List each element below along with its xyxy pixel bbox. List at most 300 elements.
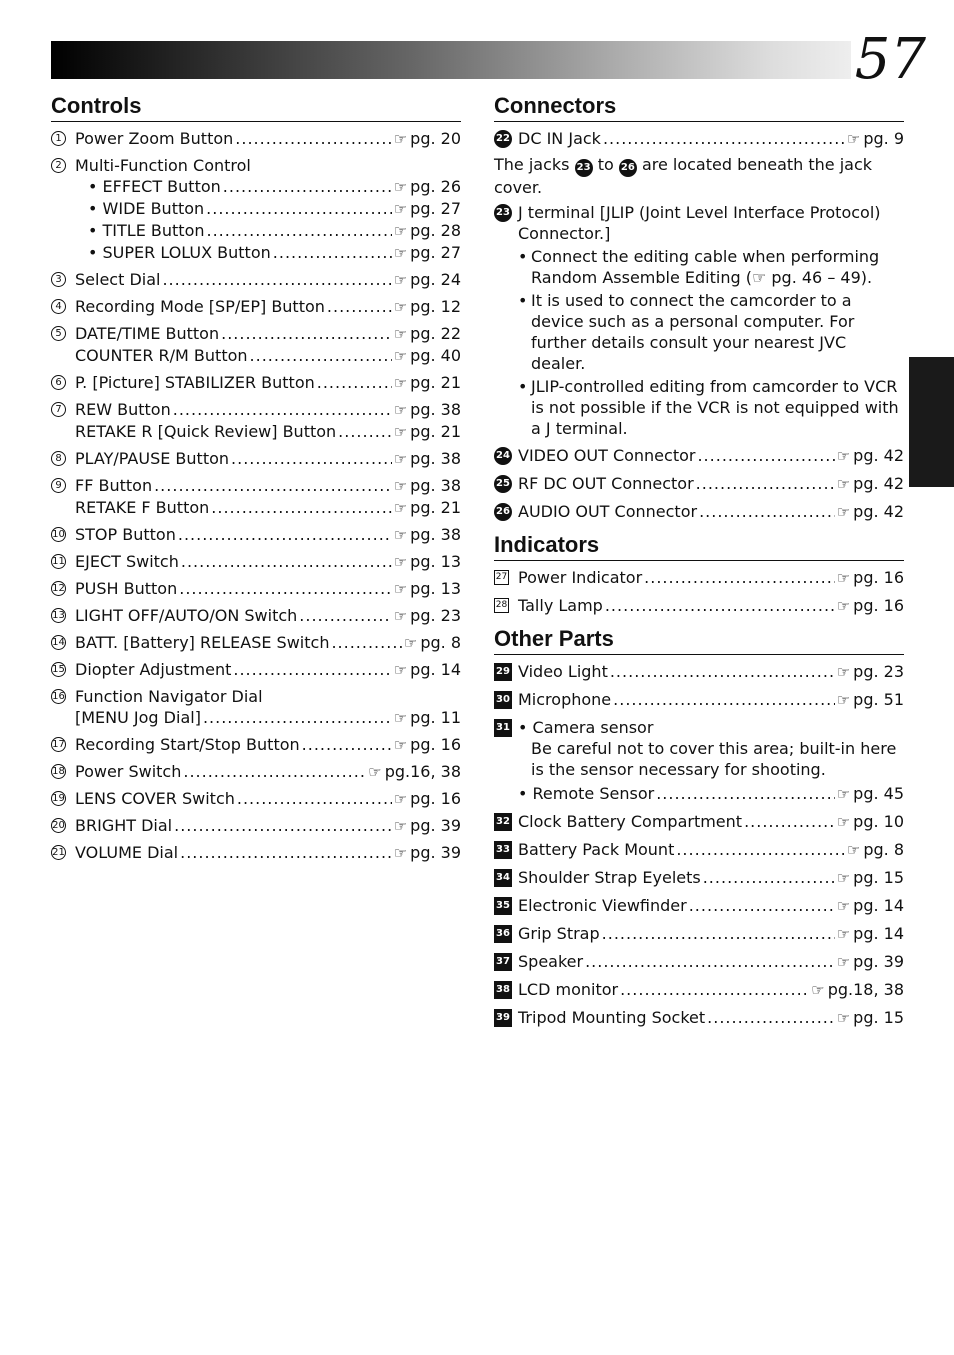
entry-body — [75, 605, 461, 627]
dot-leader — [656, 783, 835, 804]
entry-label: Tally Lamp — [518, 596, 603, 615]
entry-body — [518, 1007, 904, 1029]
page-ref-text: pg. 21 — [410, 498, 461, 517]
entry-line — [518, 473, 904, 495]
entry-body — [75, 296, 461, 318]
dot-leader — [697, 445, 834, 466]
list-item — [494, 717, 904, 805]
pointing-hand-icon: ☞ — [393, 325, 408, 343]
bullet-text: Connect the editing cable when performing Random Assemble Editing (☞ pg. 46 – 49). — [531, 247, 880, 287]
entry-label: Multi-Function Control — [75, 156, 251, 175]
list-item — [51, 605, 461, 627]
page-ref-text: pg. 15 — [853, 868, 904, 887]
entry-label: VIDEO OUT Connector — [518, 446, 696, 465]
entry-label: Select Dial — [75, 270, 161, 289]
page-ref-text: pg. 14 — [410, 660, 461, 679]
entry-line — [75, 323, 461, 345]
dot-leader — [180, 842, 392, 863]
dot-leader — [179, 578, 391, 599]
item-marker — [51, 761, 75, 782]
entry-body — [75, 632, 461, 654]
item-marker — [51, 269, 75, 290]
list-item — [494, 811, 904, 833]
entry-label: • Remote Sensor — [518, 784, 655, 803]
list-item — [51, 815, 461, 837]
entry-label: STOP Button — [75, 525, 176, 544]
entry-label: Recording Mode [SP/EP] Button — [75, 297, 325, 316]
item-marker — [51, 448, 75, 469]
indicators-title: Indicators — [494, 531, 904, 561]
other-parts-list-bottom — [494, 811, 904, 1029]
list-item — [494, 202, 904, 244]
marker-4: 4 — [51, 299, 66, 314]
marker-34: 34 — [494, 869, 512, 887]
page-ref-text: pg. 27 — [410, 243, 461, 262]
entry-label: BRIGHT Dial — [75, 816, 173, 835]
page-ref-text: pg. 14 — [853, 896, 904, 915]
marker-26: 26 — [619, 159, 637, 177]
marker-5: 5 — [51, 326, 66, 341]
marker-33: 33 — [494, 841, 512, 859]
page-ref-text: pg. 39 — [853, 952, 904, 971]
entry-label: LENS COVER Switch — [75, 789, 235, 808]
dot-leader — [237, 788, 392, 809]
page-reference — [837, 473, 904, 495]
item-marker — [494, 1007, 518, 1028]
entry-line — [75, 128, 461, 150]
page-reference — [394, 128, 461, 150]
entry-label: Speaker — [518, 952, 584, 971]
entry-body — [518, 501, 904, 523]
entry-label: P. [Picture] STABILIZER Button — [75, 373, 315, 392]
entry-label: DATE/TIME Button — [75, 324, 220, 343]
pointing-hand-icon: ☞ — [836, 897, 851, 915]
page-reference — [837, 783, 904, 805]
dot-leader — [689, 895, 835, 916]
entry-label: Grip Strap — [518, 924, 600, 943]
page-ref-text: pg. 23 — [410, 606, 461, 625]
entry-line — [75, 551, 461, 573]
marker-19: 19 — [51, 791, 66, 806]
entry-line — [75, 686, 461, 707]
dot-leader — [317, 372, 392, 393]
item-marker — [51, 734, 75, 755]
list-item — [494, 473, 904, 495]
page-reference — [837, 867, 904, 889]
entry-line — [75, 421, 461, 443]
entry-body — [518, 689, 904, 711]
pointing-hand-icon: ☞ — [393, 347, 408, 365]
entry-line — [518, 1007, 904, 1029]
page-ref-text: pg. 13 — [410, 552, 461, 571]
list-item — [51, 659, 461, 681]
entry-body — [518, 202, 904, 244]
entry-line — [518, 128, 904, 150]
bullet-item — [494, 376, 904, 439]
bullet-item — [494, 246, 904, 288]
item-marker — [494, 689, 518, 710]
marker-26: 26 — [494, 503, 512, 521]
entry-body — [518, 951, 904, 973]
page-reference — [394, 323, 461, 345]
page-ref-text: pg. 16 — [410, 789, 461, 808]
item-marker — [51, 788, 75, 809]
page-reference — [837, 895, 904, 917]
camera-sensor-note: Be careful not to cover this area; built-in here is the sensor necessary for shooting. — [531, 739, 897, 779]
item-marker — [51, 578, 75, 599]
page-reference — [837, 661, 904, 683]
pointing-hand-icon: ☞ — [393, 244, 408, 262]
entry-label: Recording Start/Stop Button — [75, 735, 300, 754]
list-item — [494, 595, 904, 617]
page-ref-text: pg. 38 — [410, 449, 461, 468]
item-marker — [51, 323, 75, 344]
pointing-hand-icon: ☞ — [836, 663, 851, 681]
dot-leader — [610, 661, 835, 682]
dot-leader — [231, 448, 392, 469]
marker-2: 2 — [51, 158, 66, 173]
page-ref-text: pg. 42 — [853, 502, 904, 521]
list-item — [51, 372, 461, 394]
page-ref-text: pg. 27 — [410, 199, 461, 218]
marker-3: 3 — [51, 272, 66, 287]
pointing-hand-icon: ☞ — [393, 526, 408, 544]
entry-label: RF DC OUT Connector — [518, 474, 694, 493]
dot-leader — [207, 220, 392, 241]
page-ref-text: pg. 38 — [410, 476, 461, 495]
dot-leader — [173, 399, 392, 420]
entry-label: • EFFECT Button — [88, 177, 221, 196]
page-ref-text: pg. 15 — [853, 1008, 904, 1027]
page-number: 57 — [854, 27, 926, 92]
item-marker — [494, 567, 518, 588]
entry-body — [75, 524, 461, 546]
list-item — [494, 445, 904, 467]
page-reference — [394, 176, 461, 198]
entry-body — [75, 269, 461, 291]
bullet-glyph: • — [518, 377, 528, 396]
page-reference — [394, 448, 461, 470]
page-ref-text: pg. 38 — [410, 525, 461, 544]
sensor-entry — [494, 717, 904, 805]
page-reference — [394, 399, 461, 421]
entry-line — [75, 815, 461, 837]
page-reference — [394, 551, 461, 573]
marker-15: 15 — [51, 662, 66, 677]
entry-body — [75, 578, 461, 600]
dot-leader — [703, 867, 835, 888]
item-marker — [494, 717, 518, 738]
entry-label: COUNTER R/M Button — [75, 346, 248, 365]
page-ref-text: pg. 38 — [410, 400, 461, 419]
entry-label: RETAKE F Button — [75, 498, 210, 517]
entry-label: Microphone — [518, 690, 612, 709]
item-marker — [494, 867, 518, 888]
marker-8: 8 — [51, 451, 66, 466]
page-reference — [394, 815, 461, 837]
bullet-glyph: • — [518, 291, 528, 310]
pointing-hand-icon: ☞ — [393, 553, 408, 571]
marker-37: 37 — [494, 953, 512, 971]
page-reference — [394, 475, 461, 497]
pointing-hand-icon: ☞ — [403, 634, 418, 652]
entry-line — [75, 707, 461, 729]
entry-label: Tripod Mounting Socket — [518, 1008, 706, 1027]
pointing-hand-icon: ☞ — [368, 763, 382, 781]
section-tab — [909, 357, 954, 487]
dot-leader — [338, 421, 392, 442]
dot-leader — [211, 497, 391, 518]
page-ref-text: pg. 16 — [853, 568, 904, 587]
entry-label: • WIDE Button — [88, 199, 205, 218]
page-reference — [837, 811, 904, 833]
list-item — [494, 1007, 904, 1029]
other-parts-list-top — [494, 661, 904, 711]
entry-line — [75, 269, 461, 291]
pointing-hand-icon: ☞ — [836, 953, 851, 971]
page-ref-text: pg. 8 — [420, 633, 461, 652]
entry-body — [75, 399, 461, 443]
list-item — [51, 448, 461, 470]
pointing-hand-icon: ☞ — [836, 569, 851, 587]
dot-leader — [221, 323, 392, 344]
page-ref-text: pg. 8 — [863, 840, 904, 859]
entry-label: REW Button — [75, 400, 171, 419]
pointing-hand-icon: ☞ — [836, 1009, 851, 1027]
pointing-hand-icon: ☞ — [393, 817, 408, 835]
page-reference — [394, 296, 461, 318]
entry-line — [518, 567, 904, 589]
bullet-line — [518, 376, 904, 439]
marker-11: 11 — [51, 554, 66, 569]
dot-leader — [273, 242, 392, 263]
list-item — [51, 128, 461, 150]
dot-leader — [603, 128, 845, 149]
entry-label: EJECT Switch — [75, 552, 179, 571]
list-item — [51, 578, 461, 600]
dot-leader — [162, 269, 391, 290]
entry-line — [518, 979, 904, 1001]
list-item — [494, 979, 904, 1001]
dot-leader — [744, 811, 835, 832]
item-marker — [494, 979, 518, 1000]
page-reference — [404, 632, 461, 654]
entry-label: Power Indicator — [518, 568, 643, 587]
dot-leader — [178, 524, 392, 545]
pointing-hand-icon: ☞ — [393, 374, 408, 392]
bullet-text: JLIP-controlled editing from camcorder to VCR is not possible if the VCR is not equipped with a J terminal. — [531, 377, 899, 438]
entry-label: Clock Battery Compartment — [518, 812, 743, 831]
entry-label: LCD monitor — [518, 980, 619, 999]
pointing-hand-icon: ☞ — [393, 178, 408, 196]
dot-leader — [585, 951, 835, 972]
dot-leader — [235, 128, 391, 149]
entry-body — [518, 811, 904, 833]
bullet-line — [518, 290, 904, 374]
list-item — [51, 524, 461, 546]
marker-24: 24 — [494, 447, 512, 465]
item-marker — [51, 128, 75, 149]
dot-leader — [676, 839, 845, 860]
pointing-hand-icon: ☞ — [846, 130, 861, 148]
pointing-hand-icon: ☞ — [393, 661, 408, 679]
page-reference — [394, 345, 461, 367]
entry-body — [518, 595, 904, 617]
item-marker — [51, 659, 75, 680]
entry-line — [75, 399, 461, 421]
list-item — [51, 761, 461, 783]
entry-label: • SUPER LOLUX Button — [88, 243, 271, 262]
pointing-hand-icon: ☞ — [836, 447, 851, 465]
pointing-hand-icon: ☞ — [393, 423, 408, 441]
bullet-item — [494, 290, 904, 374]
dot-leader — [620, 979, 809, 1000]
pointing-hand-icon: ☞ — [393, 222, 408, 240]
marker-9: 9 — [51, 478, 66, 493]
item-marker — [51, 372, 75, 393]
entry-label: Power Switch — [75, 762, 182, 781]
page-reference — [394, 605, 461, 627]
entry-label: Battery Pack Mount — [518, 840, 675, 859]
item-marker — [51, 686, 75, 707]
pointing-hand-icon: ☞ — [393, 271, 408, 289]
page-reference — [394, 788, 461, 810]
right-column — [494, 92, 904, 1029]
pointing-hand-icon: ☞ — [836, 597, 851, 615]
marker-23: 23 — [494, 204, 512, 222]
item-marker — [494, 595, 518, 616]
page-reference — [394, 659, 461, 681]
connectors-list-top — [494, 128, 904, 150]
page-ref-text: pg. 11 — [410, 708, 461, 727]
page-reference — [368, 761, 461, 783]
pointing-hand-icon: ☞ — [393, 736, 408, 754]
entry-line — [75, 155, 461, 176]
item-marker — [494, 501, 518, 522]
pointing-hand-icon: ☞ — [846, 841, 861, 859]
entry-body — [75, 372, 461, 394]
entry-label: Video Light — [518, 662, 608, 681]
page-reference — [394, 707, 461, 729]
marker-14: 14 — [51, 635, 66, 650]
pointing-hand-icon: ☞ — [393, 450, 408, 468]
entry-label: DC IN Jack — [518, 129, 601, 148]
page-ref-text: pg. 9 — [863, 129, 904, 148]
marker-32: 32 — [494, 813, 512, 831]
entry-label: J terminal [JLIP (Joint Level Interface Protocol) Connector.] — [518, 203, 881, 243]
page-ref-text: pg. 42 — [853, 446, 904, 465]
dot-leader — [602, 923, 835, 944]
entry-body — [75, 788, 461, 810]
entry-line — [75, 220, 461, 242]
marker-28: 28 — [494, 598, 509, 613]
page-ref-text: pg. 21 — [410, 422, 461, 441]
entry-line — [518, 839, 904, 861]
pointing-hand-icon: ☞ — [836, 869, 851, 887]
entry-body — [518, 895, 904, 917]
dot-leader — [206, 198, 392, 219]
marker-20: 20 — [51, 818, 66, 833]
entry-line — [75, 176, 461, 198]
entry-line — [75, 788, 461, 810]
list-item — [51, 788, 461, 810]
list-item — [51, 734, 461, 756]
connectors-title: Connectors — [494, 92, 904, 122]
list-item — [51, 475, 461, 519]
item-marker — [494, 839, 518, 860]
other-parts-title: Other Parts — [494, 625, 904, 655]
page-ref-text: pg. 45 — [853, 784, 904, 803]
page-reference — [394, 842, 461, 864]
entry-body — [518, 839, 904, 861]
page-reference — [394, 421, 461, 443]
pointing-hand-icon: ☞ — [393, 709, 408, 727]
entry-body — [75, 448, 461, 470]
item-marker — [494, 951, 518, 972]
entry-line — [75, 372, 461, 394]
entry-line — [75, 475, 461, 497]
pointing-hand-icon: ☞ — [836, 691, 851, 709]
list-item — [51, 296, 461, 318]
item-marker — [494, 473, 518, 494]
page-ref-text: pg. 20 — [410, 129, 461, 148]
entry-body — [518, 661, 904, 683]
page-reference — [394, 578, 461, 600]
entry-body — [75, 815, 461, 837]
entry-body — [518, 717, 904, 805]
item-marker — [51, 524, 75, 545]
page-ref-text: pg. 10 — [853, 812, 904, 831]
marker-18: 18 — [51, 764, 66, 779]
marker-25: 25 — [494, 475, 512, 493]
item-marker — [51, 155, 75, 176]
entry-label: AUDIO OUT Connector — [518, 502, 698, 521]
entry-body — [75, 155, 461, 264]
item-marker — [494, 923, 518, 944]
entry-line — [518, 689, 904, 711]
list-item — [51, 399, 461, 443]
entry-line — [75, 632, 461, 654]
dot-leader — [644, 567, 835, 588]
item-marker — [51, 632, 75, 653]
list-item — [494, 501, 904, 523]
entry-label: Diopter Adjustment — [75, 660, 232, 679]
page-ref-text: pg. 51 — [853, 690, 904, 709]
marker-1: 1 — [51, 131, 66, 146]
list-item — [51, 269, 461, 291]
item-marker — [51, 815, 75, 836]
entry-label: RETAKE R [Quick Review] Button — [75, 422, 337, 441]
bullet-text: It is used to connect the camcorder to a device such as a personal computer. For further details consult your nearest JVC dealer. — [531, 291, 855, 373]
page-reference — [394, 372, 461, 394]
entry-line — [518, 811, 904, 833]
dot-leader — [707, 1007, 835, 1028]
entry-line — [75, 659, 461, 681]
pointing-hand-icon: ☞ — [393, 499, 408, 517]
marker-27: 27 — [494, 570, 509, 585]
bullet-line — [518, 246, 904, 288]
pointing-hand-icon: ☞ — [393, 130, 408, 148]
page-reference — [394, 242, 461, 264]
marker-21: 21 — [51, 845, 66, 860]
list-item — [494, 895, 904, 917]
jack-location-note: The jacks 23 to 26 are located beneath the jack cover. — [494, 155, 873, 197]
list-item — [494, 128, 904, 150]
page-reference — [837, 501, 904, 523]
list-item — [51, 551, 461, 573]
entry-line — [518, 595, 904, 617]
entry-line — [518, 951, 904, 973]
